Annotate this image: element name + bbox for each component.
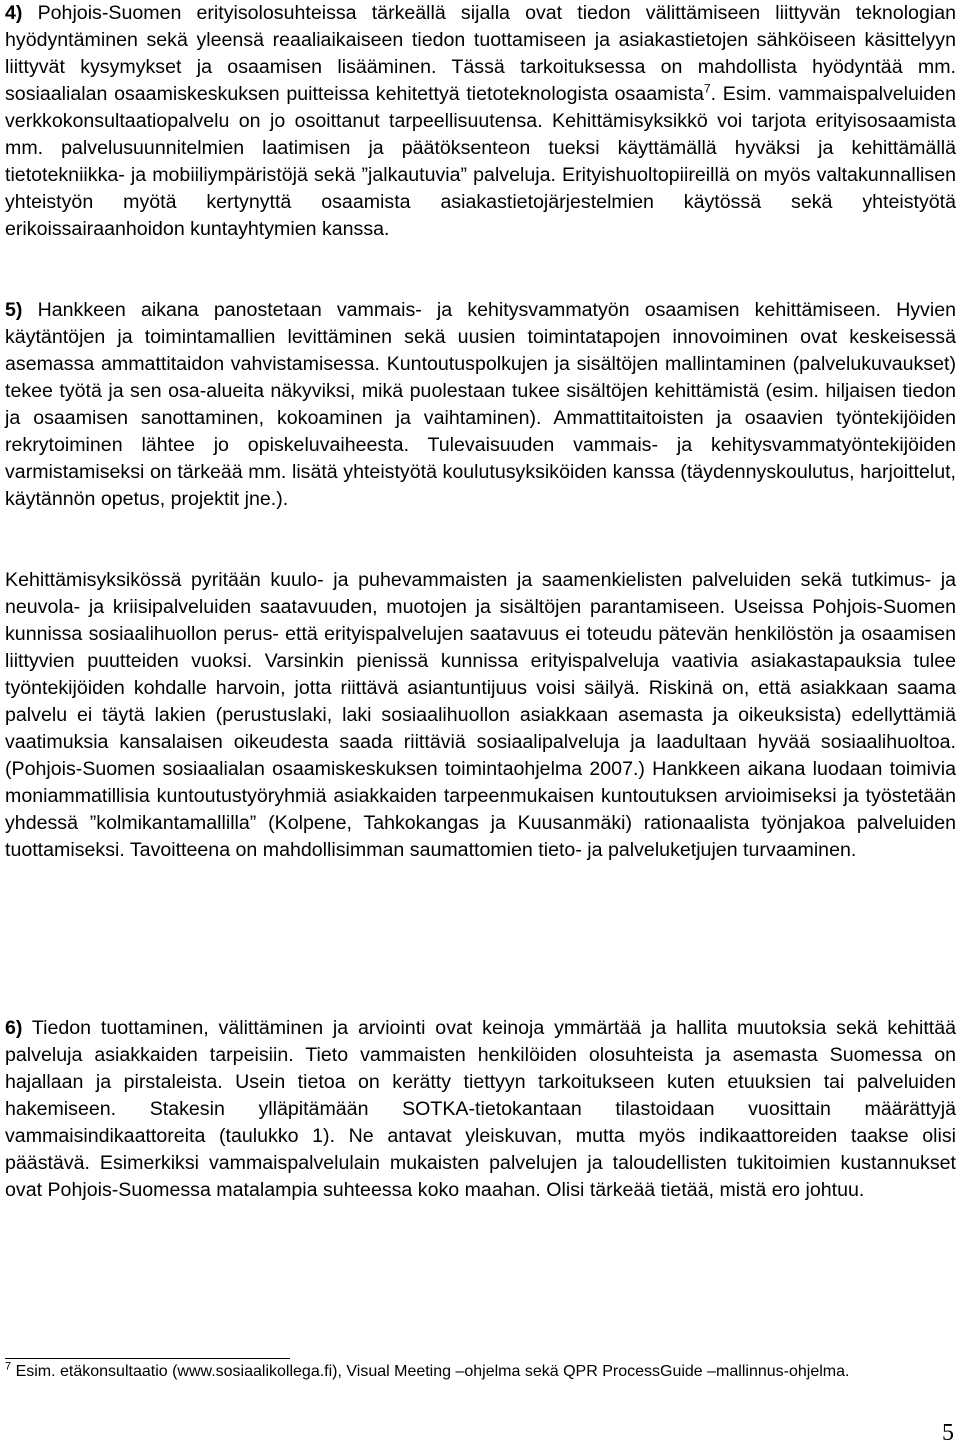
paragraph-development-unit (5, 567, 956, 864)
footnote-reference[interactable]: 7 (703, 81, 711, 96)
paragraph-number: 6) (5, 1017, 23, 1039)
paragraph-6 (5, 1015, 956, 1204)
paragraph-number: 5) (5, 299, 23, 321)
footnote-marker: 7 (5, 1360, 12, 1373)
paragraph-text: Hankkeen aikana panostetaan vammais- ja kehitysvammatyön osaamisen kehittämiseen. Hyvien käytäntöjen ja toimintamallien levittäminen sekä uusien toimintatapojen innovoiminen ovat keskeisessä asemassa ammattitaidon vahvistamisessa. Kuntoutuspolkujen ja sisältöjen mallintaminen (palvelukuvaukset) tekee työtä ja sen osa-alueita näkyviksi, mikä puolestaan tukee sisältöjen kehittämistä (esim. hiljaisen tiedon ja osaamisen sanottaminen, kokoaminen ja vaihtaminen). Ammattitaitoisten ja osaavien työntekijöiden rekrytoiminen lähtee jo opiskeluvaiheesta. Tulevaisuuden vammais- ja kehitysvammatyöntekijöiden varmistamiseksi on tärkeää mm. lisätä yhteistyötä koulutusyksiköiden kanssa (täydennyskoulutus, harjoittelut, käytännön opetus, projektit jne.). (5, 299, 956, 510)
page-number: 5 (942, 1420, 954, 1446)
paragraph-5 (5, 297, 956, 513)
paragraph-text: Tiedon tuottaminen, välittäminen ja arviointi ovat keinoja ymmärtää ja hallita muutoksia sekä kehittää palveluja asiakkaiden tarpeisiin. Tieto vammaisten henkilöiden olosuhteista ja asemasta Suomessa on hajallaan ja pirstaleista. Usein tietoa on kerätty tiettyyn tarkoitukseen kuten etuuksien tai palveluiden hakemiseen. Stakesin ylläpitämään SOTKA-tietokantaan tilastoidaan vuosittain määrättyjä vammaisindikaattoreita (taulukko 1). Ne antavat yleiskuvan, mutta myös indikaattoreiden taakse olisi päästävä. Esimerkiksi vammaispalvelulain mukaisten palvelujen ja taloudellisten tukitoimien kustannukset ovat Pohjois-Suomessa matalampia suhteessa koko maahan. Olisi tärkeää tietää, mistä ero johtuu. (5, 1017, 956, 1201)
footnote-separator (5, 1358, 290, 1359)
paragraph-text: Pohjois-Suomen erityisolosuhteissa tärkeällä sijalla ovat tiedon välittämiseen liittyvän teknologian hyödyntäminen sekä yleensä reaaliaikaiseen tiedon tuottamiseen ja asiakastietojen sähköiseen käsittelyyn liittyvät kysymykset ja osaamisen lisääminen. Tässä tarkoituksessa on mahdollista hyödyntää mm. sosiaalialan osaamiskeskuksen puitteissa kehitettyä tietoteknologista osaamista (5, 2, 956, 105)
paragraph-text-continued: . Esim. vammaispalveluiden verkkokonsultaatiopalvelu on jo osoittanut tarpeellisuutensa. Kehittämisyksikkö voi tarjota erityisosaamista mm. palvelusuunnitelmien laatimisen ja päätöksenteon tueksi käyttämällä hyväksi ja kehittämällä tietotekniikka- ja mobiiliympäristöjä sekä ”jalkautuvia” palveluja. Erityishuoltopiireillä on myös valtakunnallisen yhteistyön myötä kertynyttä osaamista asiakastietojärjestelmien käytössä sekä yhteistyötä erikoissairaanhoidon kuntayhtymien kanssa. (5, 83, 956, 240)
paragraph-number: 4) (5, 2, 23, 24)
footnote-text: Esim. etäkonsultaatio (www.sosiaalikollega.fi), Visual Meeting –ohjelma sekä QPR ProcessGuide –mallinnus-ohjelma. (11, 1363, 850, 1380)
footnote (5, 1362, 956, 1382)
paragraph-4 (5, 0, 956, 243)
paragraph-text: Kehittämisyksikössä pyritään kuulo- ja puhevammaisten ja saamenkielisten palveluiden sekä tutkimus- ja neuvola- ja kriisipalveluiden saatavuuden, muotojen ja sisältöjen parantamiseen. Useissa Pohjois-Suomen kunnissa sosiaalihuollon perus- että erityispalvelujen saatavuus ei toteudu pätevän henkilöstön ja osaamisen liittyvien puutteiden vuoksi. Varsinkin pienissä kunnissa erityispalveluja vaativia asiakastapauksia tulee työntekijöiden kohdalle harvoin, jotta riittävä asiantuntijuus voisi säilyä. Riskinä on, että asiakkaan saama palvelu ei täytä lakien (perustuslaki, laki sosiaalihuollon asiakkaan asemasta ja oikeuksista) edellyttämiä vaatimuksia kansalaisen oikeudesta saada riittäviä sosiaalipalveluja ja laadultaan hyvää sosiaalihuoltoa. (Pohjois-Suomen sosiaalialan osaamiskeskuksen toimintaohjelma 2007.) Hankkeen aikana luodaan toimivia moniammatillisia kuntoutustyöryhmiä asiakkaiden tarpeenmukaisen kuntoutuksen arvioimiseksi ja työstetään yhdessä ”kolmikantamallilla” (Kolpene, Tahkokangas ja Kuusanmäki) rationaalista työnjakoa palveluiden tuottamiseksi. Tavoitteena on mahdollisimman saumattomien tieto- ja palveluketjujen turvaaminen. (5, 569, 956, 861)
